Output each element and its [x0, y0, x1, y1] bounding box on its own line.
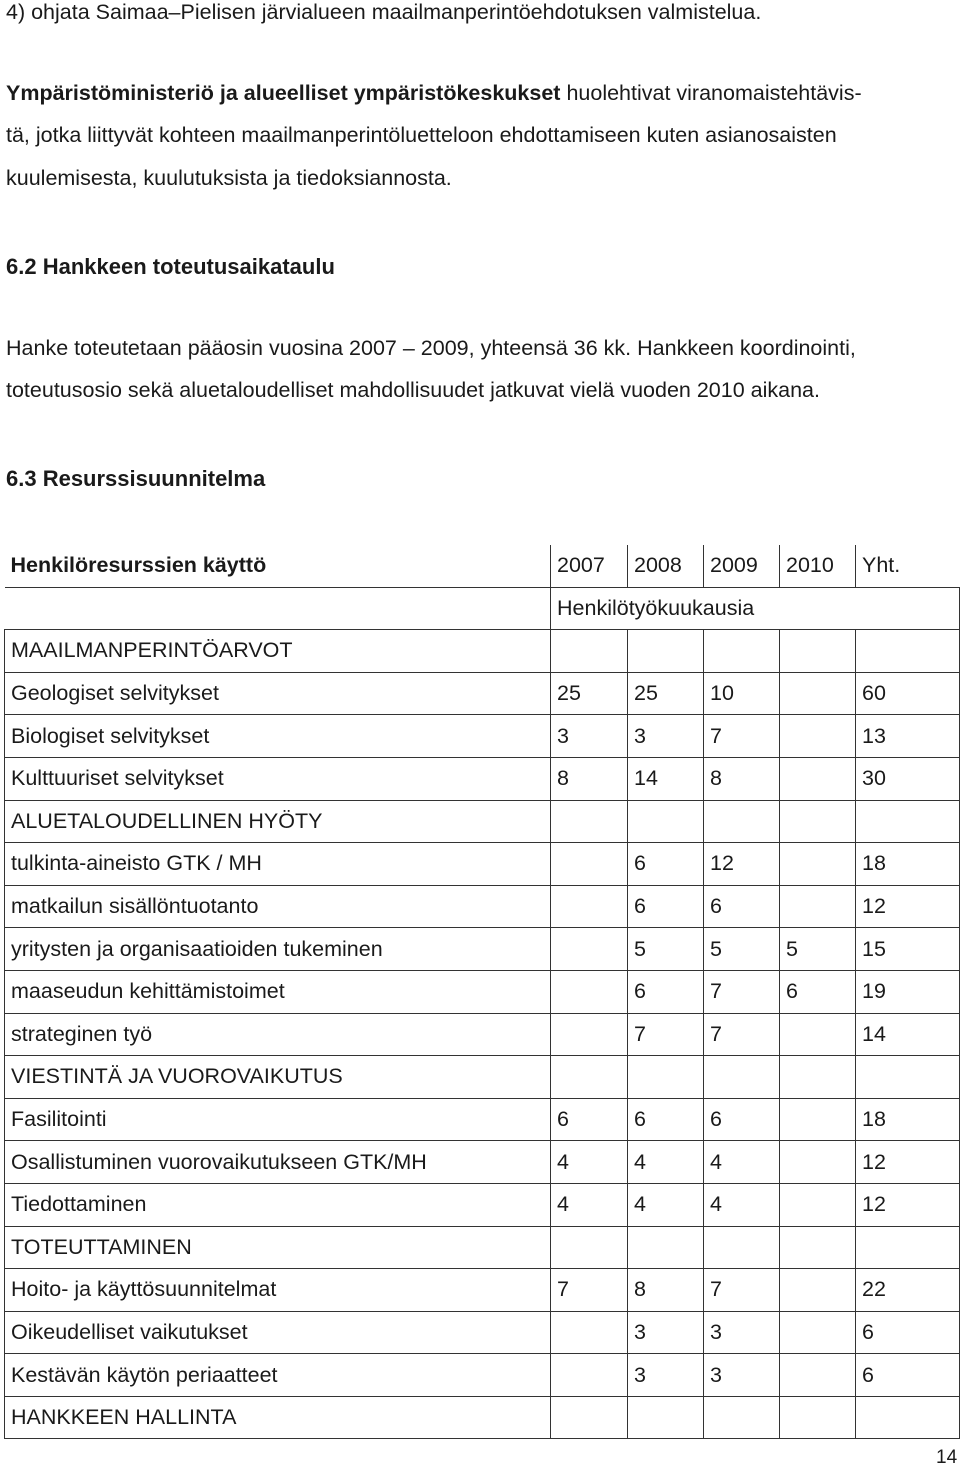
year-header: 2010	[780, 545, 856, 587]
value-cell: 8	[628, 1269, 704, 1312]
row-label: Geologiset selvitykset	[5, 672, 551, 715]
paragraph-text: huolehtivat viranomaistehtävis-	[560, 81, 862, 105]
total-cell	[856, 630, 960, 673]
total-cell: 60	[856, 672, 960, 715]
value-cell	[551, 1013, 628, 1056]
table-row	[5, 970, 960, 1013]
value-cell	[628, 800, 704, 843]
value-cell	[780, 1354, 856, 1397]
table-row	[5, 1396, 960, 1439]
table-row	[5, 1013, 960, 1056]
value-cell: 7	[628, 1013, 704, 1056]
row-label: MAAILMANPERINTÖARVOT	[5, 630, 551, 673]
value-cell	[704, 1226, 780, 1269]
value-cell	[780, 1269, 856, 1312]
value-cell	[704, 1056, 780, 1099]
page-number: 14	[936, 1447, 958, 1468]
total-cell: 22	[856, 1269, 960, 1312]
table-row	[5, 630, 960, 673]
value-cell	[780, 1396, 856, 1439]
value-cell: 3	[628, 1354, 704, 1397]
value-cell: 7	[551, 1269, 628, 1312]
value-cell: 4	[551, 1183, 628, 1226]
value-cell: 6	[704, 885, 780, 928]
value-cell: 6	[780, 970, 856, 1013]
total-cell	[856, 800, 960, 843]
table-row	[5, 715, 960, 758]
value-cell: 3	[704, 1311, 780, 1354]
value-cell	[780, 1141, 856, 1184]
table-row	[5, 757, 960, 800]
table-row	[5, 1311, 960, 1354]
table-row	[5, 1269, 960, 1312]
value-cell: 4	[628, 1183, 704, 1226]
row-label: Oikeudelliset vaikutukset	[5, 1311, 551, 1354]
row-label: VIESTINTÄ JA VUOROVAIKUTUS	[5, 1056, 551, 1099]
value-cell	[780, 1056, 856, 1099]
unit-label: Henkilötyökuukausia	[551, 587, 960, 630]
total-cell	[856, 1056, 960, 1099]
row-label: Osallistuminen vuorovaikutukseen GTK/MH	[5, 1141, 551, 1184]
table-row	[5, 1056, 960, 1099]
total-cell: 12	[856, 1141, 960, 1184]
value-cell	[551, 1311, 628, 1354]
table-row	[5, 843, 960, 886]
value-cell: 25	[628, 672, 704, 715]
value-cell: 5	[704, 928, 780, 971]
value-cell	[551, 843, 628, 886]
total-cell: 30	[856, 757, 960, 800]
value-cell: 7	[704, 715, 780, 758]
list-item-4: 4) ohjata Saimaa–Pielisen järvialueen maailmanperintöehdotuksen valmistelua.	[6, 0, 762, 24]
value-cell: 7	[704, 1013, 780, 1056]
value-cell	[780, 1226, 856, 1269]
row-label: Hoito- ja käyttösuunnitelmat	[5, 1269, 551, 1312]
value-cell: 3	[628, 1311, 704, 1354]
table-header-label: Henkilöresurssien käyttö	[5, 545, 551, 587]
value-cell	[780, 630, 856, 673]
table-row	[5, 1354, 960, 1397]
row-label: Fasilitointi	[5, 1098, 551, 1141]
total-cell: 6	[856, 1354, 960, 1397]
value-cell	[628, 1056, 704, 1099]
value-cell	[780, 800, 856, 843]
value-cell: 14	[628, 757, 704, 800]
value-cell: 6	[551, 1098, 628, 1141]
value-cell	[780, 1013, 856, 1056]
row-label: TOTEUTTAMINEN	[5, 1226, 551, 1269]
paragraph-line: toteutusosio sekä aluetaloudelliset mahdollisuudet jatkuvat vielä vuoden 2010 aikana.	[6, 378, 820, 402]
value-cell: 10	[704, 672, 780, 715]
table-row	[5, 1183, 960, 1226]
value-cell	[780, 715, 856, 758]
value-cell: 7	[704, 1269, 780, 1312]
total-cell: 18	[856, 1098, 960, 1141]
table-unit-row	[5, 587, 960, 630]
row-label: strateginen työ	[5, 1013, 551, 1056]
value-cell: 4	[704, 1141, 780, 1184]
value-cell: 6	[628, 970, 704, 1013]
value-cell: 5	[628, 928, 704, 971]
value-cell: 6	[628, 1098, 704, 1141]
value-cell	[704, 800, 780, 843]
value-cell	[628, 630, 704, 673]
total-cell: 12	[856, 885, 960, 928]
value-cell: 3	[551, 715, 628, 758]
value-cell: 8	[704, 757, 780, 800]
year-header: 2009	[704, 545, 780, 587]
value-cell: 7	[704, 970, 780, 1013]
value-cell: 3	[628, 715, 704, 758]
value-cell	[704, 1396, 780, 1439]
paragraph-line: Hanke toteutetaan pääosin vuosina 2007 – 2009, yhteensä 36 kk. Hankkeen koordinointi,	[6, 336, 856, 360]
row-label: ALUETALOUDELLINEN HYÖTY	[5, 800, 551, 843]
table-row	[5, 800, 960, 843]
section-heading-6-3: 6.3 Resurssisuunnitelma	[6, 466, 266, 491]
value-cell: 8	[551, 757, 628, 800]
value-cell: 6	[628, 843, 704, 886]
value-cell	[551, 800, 628, 843]
table-row	[5, 1141, 960, 1184]
table-row	[5, 1098, 960, 1141]
value-cell: 5	[780, 928, 856, 971]
year-header: 2008	[628, 545, 704, 587]
row-label: tulkinta-aineisto GTK / MH	[5, 843, 551, 886]
value-cell	[551, 1396, 628, 1439]
value-cell	[551, 970, 628, 1013]
paragraph-line: tä, jotka liittyvät kohteen maailmanperintöluetteloon ehdottamiseen kuten asianosaisten	[6, 123, 837, 147]
table-header-row	[5, 545, 960, 587]
row-label: Biologiset selvitykset	[5, 715, 551, 758]
table-row	[5, 672, 960, 715]
value-cell: 4	[628, 1141, 704, 1184]
section-heading-6-2: 6.2 Hankkeen toteutusaikataulu	[6, 254, 335, 279]
total-cell: 15	[856, 928, 960, 971]
value-cell: 4	[551, 1141, 628, 1184]
value-cell: 6	[628, 885, 704, 928]
table-row	[5, 1226, 960, 1269]
total-cell: 6	[856, 1311, 960, 1354]
value-cell	[780, 672, 856, 715]
total-cell: 18	[856, 843, 960, 886]
total-cell: 13	[856, 715, 960, 758]
value-cell	[628, 1226, 704, 1269]
value-cell: 12	[704, 843, 780, 886]
row-label: yritysten ja organisaatioiden tukeminen	[5, 928, 551, 971]
total-cell: 12	[856, 1183, 960, 1226]
row-label: maaseudun kehittämistoimet	[5, 970, 551, 1013]
total-cell: 14	[856, 1013, 960, 1056]
value-cell: 25	[551, 672, 628, 715]
value-cell	[704, 630, 780, 673]
value-cell	[551, 885, 628, 928]
paragraph-line: kuulemisesta, kuulutuksista ja tiedoksiannosta.	[6, 166, 452, 190]
table-row	[5, 928, 960, 971]
year-header: 2007	[551, 545, 628, 587]
value-cell	[780, 1311, 856, 1354]
value-cell	[551, 928, 628, 971]
value-cell	[780, 1183, 856, 1226]
total-header: Yht.	[856, 545, 960, 587]
value-cell: 4	[704, 1183, 780, 1226]
row-label: HANKKEEN HALLINTA	[5, 1396, 551, 1439]
resource-table	[4, 545, 960, 1439]
total-cell: 19	[856, 970, 960, 1013]
value-cell	[551, 1056, 628, 1099]
table-empty-cell	[5, 587, 551, 630]
value-cell	[780, 1098, 856, 1141]
row-label: Kulttuuriset selvitykset	[5, 757, 551, 800]
value-cell: 6	[704, 1098, 780, 1141]
value-cell: 3	[704, 1354, 780, 1397]
value-cell	[551, 1226, 628, 1269]
value-cell	[780, 885, 856, 928]
total-cell	[856, 1396, 960, 1439]
value-cell	[780, 843, 856, 886]
paragraph-bold-lead: Ympäristöministeriö ja alueelliset ympäristökeskukset	[6, 81, 561, 105]
table-row	[5, 885, 960, 928]
row-label: Kestävän käytön periaatteet	[5, 1354, 551, 1397]
value-cell	[780, 757, 856, 800]
paragraph-line	[6, 81, 862, 105]
row-label: Tiedottaminen	[5, 1183, 551, 1226]
value-cell	[551, 1354, 628, 1397]
row-label: matkailun sisällöntuotanto	[5, 885, 551, 928]
value-cell	[551, 630, 628, 673]
total-cell	[856, 1226, 960, 1269]
value-cell	[628, 1396, 704, 1439]
